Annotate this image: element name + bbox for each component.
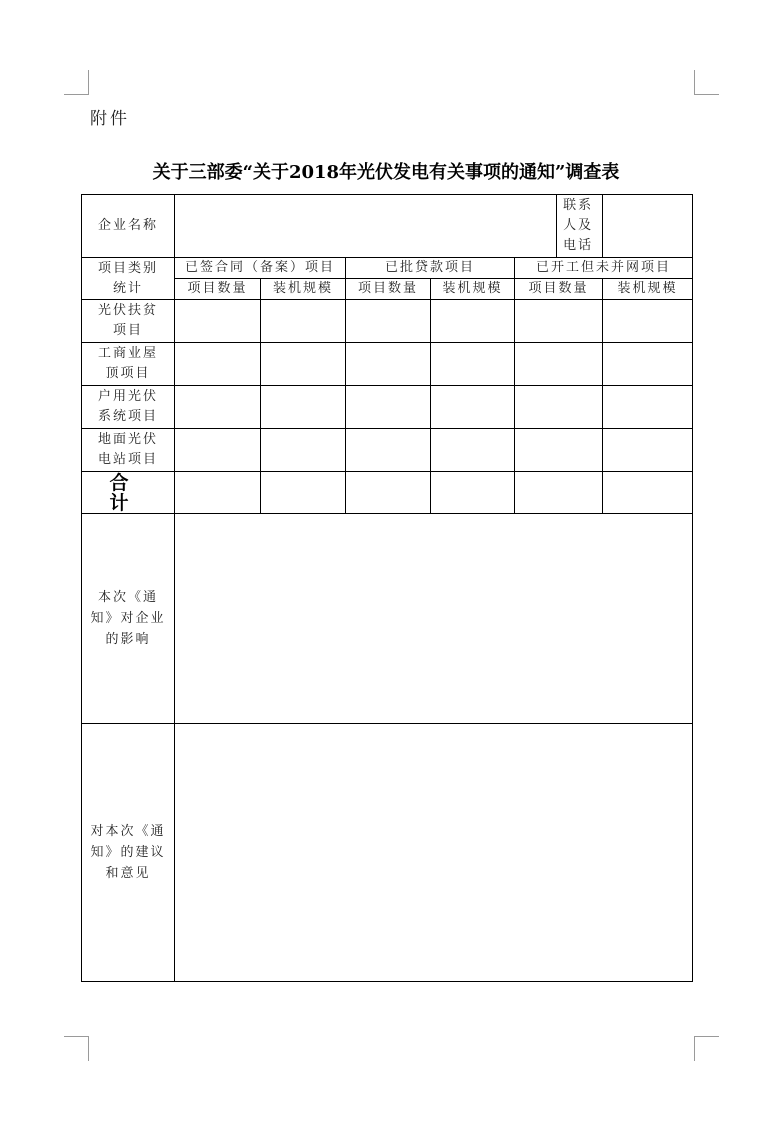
suggestion-label-line: 对本次《通 [90, 824, 166, 839]
total-row [82, 472, 693, 514]
table-row [82, 343, 693, 386]
data-cell[interactable] [515, 300, 603, 343]
row-label [82, 386, 175, 429]
data-cell[interactable] [261, 386, 346, 429]
data-cell[interactable] [431, 300, 515, 343]
data-cell[interactable] [603, 300, 693, 343]
table-row [82, 429, 693, 472]
impact-row [82, 514, 693, 724]
data-cell[interactable] [346, 386, 431, 429]
row-label [82, 429, 175, 472]
data-cell[interactable] [261, 343, 346, 386]
total-cell[interactable] [603, 472, 693, 514]
data-cell[interactable] [346, 429, 431, 472]
suggestion-label-line: 知》的建议 [90, 845, 166, 860]
total-cell[interactable] [515, 472, 603, 514]
table-row [82, 386, 693, 429]
data-cell[interactable] [515, 429, 603, 472]
data-cell[interactable] [515, 386, 603, 429]
sub-header-cell: 项目数量 [515, 279, 603, 300]
total-label: 合 计 [82, 472, 175, 514]
category-label-line: 统计 [112, 280, 143, 296]
data-cell[interactable] [431, 343, 515, 386]
impact-label-line: 的影响 [105, 632, 151, 647]
row-label [82, 300, 175, 343]
group-header-started: 已开工但未并网项目 [515, 258, 693, 279]
data-cell[interactable] [175, 386, 261, 429]
data-cell[interactable] [515, 343, 603, 386]
data-cell[interactable] [346, 343, 431, 386]
survey-table [81, 194, 693, 982]
row-label-line: 光伏扶贫 [97, 303, 158, 318]
data-cell[interactable] [603, 386, 693, 429]
contact-label-line: 人及 [563, 218, 594, 233]
group-header-loan: 已批贷款项目 [346, 258, 515, 279]
data-cell[interactable] [603, 429, 693, 472]
sub-header-cell: 装机规模 [431, 279, 515, 300]
total-cell[interactable] [261, 472, 346, 514]
suggestion-row [82, 724, 693, 982]
crop-mark-top-left [64, 70, 89, 95]
contact-label-line: 联系 [563, 198, 594, 213]
total-cell[interactable] [431, 472, 515, 514]
company-name-label: 企业名称 [82, 195, 175, 258]
sub-header-cell: 装机规模 [603, 279, 693, 300]
row-label-line: 顶项目 [105, 366, 151, 381]
company-name-field[interactable] [175, 195, 557, 258]
data-cell[interactable] [175, 343, 261, 386]
total-cell[interactable] [346, 472, 431, 514]
total-cell[interactable] [175, 472, 261, 514]
crop-mark-top-right [694, 70, 719, 95]
suggestion-label-line: 和意见 [105, 866, 151, 881]
category-label-line: 项目类别 [97, 260, 158, 276]
contact-label [557, 195, 603, 258]
row-label-line: 工商业屋 [97, 346, 158, 361]
row-label [82, 343, 175, 386]
group-header-signed: 已签合同（备案）项目 [175, 258, 346, 279]
contact-label-line: 电话 [563, 238, 594, 253]
attachment-label: 附件 [90, 109, 130, 129]
suggestion-label [82, 724, 175, 982]
crop-mark-bottom-right [694, 1036, 719, 1061]
data-cell[interactable] [261, 300, 346, 343]
sub-header-cell: 项目数量 [175, 279, 261, 300]
data-cell[interactable] [175, 429, 261, 472]
group-header-row [82, 258, 693, 279]
page-title: 关于三部委“关于2018年光伏发电有关事项的通知”调查表 [152, 162, 620, 183]
impact-label-line: 知》对企业 [90, 611, 166, 626]
suggestion-field[interactable] [175, 724, 693, 982]
data-cell[interactable] [261, 429, 346, 472]
row-label-line: 系统项目 [97, 409, 158, 424]
sub-header-cell: 装机规模 [261, 279, 346, 300]
sub-header-cell: 项目数量 [346, 279, 431, 300]
impact-field[interactable] [175, 514, 693, 724]
data-cell[interactable] [431, 429, 515, 472]
data-cell[interactable] [175, 300, 261, 343]
company-row [82, 195, 693, 258]
row-label-line: 户用光伏 [97, 389, 158, 404]
contact-field[interactable] [603, 195, 693, 258]
category-label [82, 258, 175, 300]
data-cell[interactable] [431, 386, 515, 429]
row-label-line: 电站项目 [97, 452, 158, 467]
row-label-line: 地面光伏 [97, 432, 158, 447]
crop-mark-bottom-left [64, 1036, 89, 1061]
impact-label [82, 514, 175, 724]
data-cell[interactable] [346, 300, 431, 343]
data-cell[interactable] [603, 343, 693, 386]
table-row [82, 300, 693, 343]
impact-label-line: 本次《通 [97, 590, 158, 605]
row-label-line: 项目 [112, 323, 143, 338]
